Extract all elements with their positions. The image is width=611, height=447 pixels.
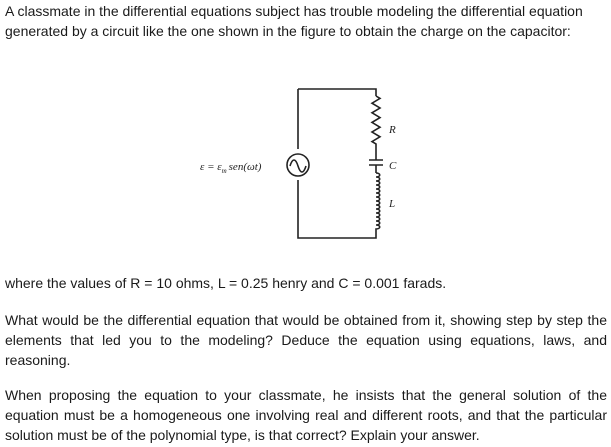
resistor-label: R — [389, 124, 396, 136]
values-paragraph: where the values of R = 10 ohms, L = 0.25 henry and C = 0.001 farads. — [5, 275, 447, 291]
circuit-wire-top — [298, 89, 376, 96]
inductor-symbol — [376, 173, 380, 230]
resistor-symbol — [372, 96, 380, 156]
capacitor-symbol — [369, 156, 383, 173]
question-2-paragraph: When proposing the equation to your classmate, he insists that the general solution of the equation must be a homogeneous one involving real and different roots, and that the particular solution must be of the polynomial type, is that correct? Explain your answer. — [5, 387, 607, 443]
intro-paragraph: A classmate in the differential equations subject has trouble modeling the differential equation generated by a circuit like the one shown in the figure to obtain the charge on the capacitor: — [5, 3, 583, 39]
sine-wave-icon — [290, 160, 306, 172]
inductor-label: L — [389, 198, 396, 210]
circuit-wire-bottom — [298, 180, 376, 238]
question-1-paragraph: What would be the differential equation that would be obtained from it, showing step by step the elements that led you to the modeling? Deduce the equation using equations, laws, and reasoning. — [5, 312, 607, 368]
capacitor-label: C — [389, 160, 397, 172]
source-label: $\varepsilon = \varepsilon_m$ sen(ωt) — [200, 161, 262, 175]
